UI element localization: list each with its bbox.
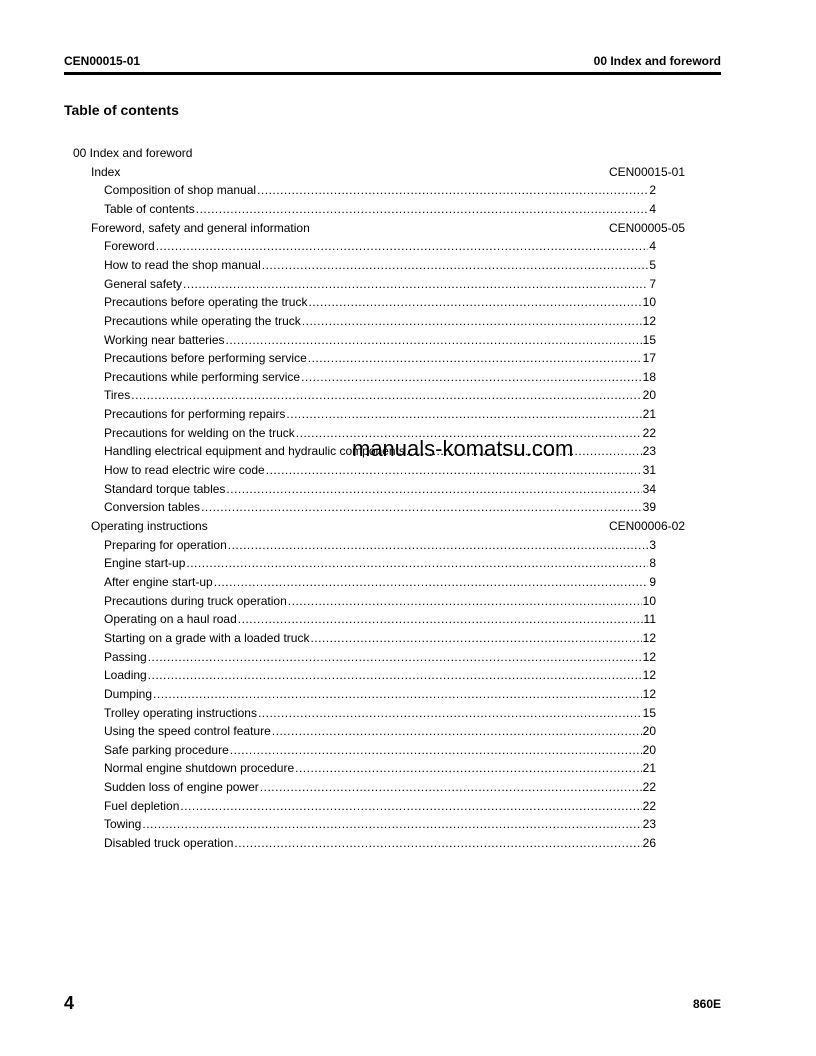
dot-leader	[156, 237, 649, 255]
toc-page-number: 22	[642, 798, 656, 813]
toc-page-number: 20	[642, 742, 656, 757]
toc-page-number: 4	[649, 239, 656, 254]
toc-entry-title: Table of contents	[104, 201, 195, 216]
toc-page-number: 8	[649, 556, 656, 571]
toc-entry-title: Foreword, safety and general information	[91, 220, 310, 235]
toc-entry[interactable]	[104, 293, 656, 311]
dot-leader	[148, 666, 642, 684]
toc-entry[interactable]	[104, 797, 656, 815]
toc-entry-title: Dumping	[104, 686, 153, 701]
dot-leader	[226, 331, 642, 349]
toc-entry-title: Towing	[104, 817, 142, 832]
dot-leader	[262, 256, 649, 274]
toc-entry-title: Precautions before operating the truck	[104, 295, 308, 310]
toc-entry[interactable]	[104, 181, 656, 199]
toc-entry[interactable]	[104, 741, 656, 759]
toc-entry[interactable]	[104, 815, 656, 833]
document-code: CEN00015-01	[64, 54, 141, 68]
toc-page-number: 23	[642, 817, 656, 832]
toc-entry[interactable]	[104, 498, 656, 516]
toc-entry-title: Loading	[104, 668, 147, 683]
dot-leader	[234, 834, 641, 852]
toc-entry-title: After engine start-up	[104, 574, 213, 589]
toc-page-number: 11	[643, 612, 656, 627]
toc-page-number: 34	[642, 481, 656, 496]
spacer	[310, 219, 609, 237]
toc-entry-title: General safety	[104, 276, 183, 291]
toc-page-number: 3	[649, 537, 656, 552]
watermark: manuals-komatsu.com	[352, 436, 574, 461]
toc-entry-title: Operating instructions	[91, 519, 208, 533]
toc-entry[interactable]	[104, 275, 656, 293]
toc-section-code: CEN00006-02	[608, 519, 685, 533]
dot-leader	[310, 629, 641, 647]
toc-page-number: 26	[642, 836, 656, 851]
toc-page-number: 9	[649, 574, 656, 589]
toc-entry-title: Disabled truck operation	[104, 836, 234, 851]
toc-entry-title: Composition of shop manual	[104, 183, 257, 198]
toc-page-number: 12	[642, 649, 656, 664]
dot-leader	[288, 592, 642, 610]
toc-entry-title: How to read electric wire code	[104, 463, 265, 478]
toc-page-number: 2	[649, 183, 656, 198]
toc-page-number: 21	[642, 761, 656, 776]
toc-entry-title: Standard torque tables	[104, 481, 226, 496]
toc-entry-title: Passing	[104, 649, 147, 664]
toc-entry[interactable]	[104, 704, 656, 722]
toc-page-number: 12	[642, 668, 656, 683]
dot-leader	[201, 498, 642, 516]
dot-leader	[214, 573, 649, 591]
toc-entry[interactable]	[104, 331, 656, 349]
toc-entry[interactable]	[104, 237, 656, 255]
toc-page-number: 20	[642, 724, 656, 739]
toc-entry[interactable]	[104, 256, 656, 274]
toc-entry-title: Index	[91, 164, 121, 179]
toc-entry[interactable]	[104, 592, 656, 610]
dot-leader	[257, 181, 648, 199]
toc-entry-title: Foreword	[104, 239, 155, 254]
dot-leader	[238, 610, 643, 628]
page-number: 4	[64, 993, 75, 1013]
dot-leader	[142, 815, 641, 833]
toc-entry-title: Precautions before performing service	[104, 351, 307, 366]
toc-entry-title: Safe parking procedure	[104, 742, 229, 757]
toc-entry-title: Precautions for welding on the truck	[104, 425, 295, 440]
toc-page-number: 7	[649, 276, 656, 291]
toc-entry-title: Operating on a haul road	[104, 612, 237, 627]
toc-page-number: 10	[642, 295, 656, 310]
toc-entry-title: Starting on a grade with a loaded truck	[104, 630, 310, 645]
toc-page-number: 12	[642, 686, 656, 701]
toc-entry-title: Using the speed control feature	[104, 724, 271, 739]
toc-page-number: 4	[649, 201, 656, 216]
dot-leader	[196, 200, 649, 218]
toc-entry[interactable]	[104, 759, 656, 777]
toc-entry-title: Trolley operating instructions	[104, 705, 257, 720]
toc-entry[interactable]	[104, 648, 656, 666]
toc-page-number: 23	[642, 444, 656, 459]
toc-entry-title: Working near batteries	[104, 332, 225, 347]
toc-entry[interactable]	[104, 200, 656, 218]
toc-entry[interactable]	[104, 480, 656, 498]
toc-entry-title: Normal engine shutdown procedure	[104, 761, 295, 776]
dot-leader	[308, 293, 641, 311]
toc-entry[interactable]	[104, 834, 656, 852]
toc-page-number: 18	[642, 369, 656, 384]
toc-entry[interactable]	[104, 722, 656, 740]
toc-entry-title: Handling electrical equipment and hydraulic components	[104, 444, 405, 459]
toc-entry-title: Conversion tables	[104, 500, 201, 515]
dot-leader	[228, 536, 649, 554]
dot-leader	[302, 312, 642, 330]
toc-page-number: 21	[642, 407, 656, 422]
toc-entry[interactable]	[104, 629, 656, 647]
toc-entry[interactable]	[104, 685, 656, 703]
toc-page-number: 39	[642, 500, 656, 515]
dot-leader	[131, 386, 641, 404]
toc-entry[interactable]	[104, 312, 656, 330]
toc-section-code: CEN00005-05	[608, 220, 685, 235]
dot-leader	[308, 349, 642, 367]
header-rule	[64, 72, 721, 75]
section-title: 00 Index and foreword	[593, 54, 721, 68]
toc-entry[interactable]	[104, 386, 656, 404]
spacer	[120, 163, 609, 181]
toc-entry-title: Engine start-up	[104, 556, 186, 571]
toc-section[interactable]	[91, 517, 685, 535]
toc-entry-title: Precautions for performing repairs	[104, 407, 286, 422]
toc-page-number: 12	[642, 630, 656, 645]
toc-entry[interactable]	[104, 573, 656, 591]
dot-leader	[186, 554, 648, 572]
toc-page-number: 17	[642, 351, 656, 366]
dot-leader	[258, 704, 642, 722]
toc-page-number: 12	[642, 313, 656, 328]
model-label: 860E	[692, 997, 721, 1011]
toc-entry[interactable]	[104, 405, 656, 423]
toc-section[interactable]	[91, 163, 685, 181]
toc-entry-title: Precautions while performing service	[104, 369, 301, 384]
toc-section[interactable]	[91, 219, 685, 237]
dot-leader	[295, 759, 642, 777]
toc-entry[interactable]	[104, 349, 656, 367]
toc-entry[interactable]	[104, 610, 656, 628]
dot-leader	[230, 741, 642, 759]
dot-leader	[153, 685, 642, 703]
toc-entry[interactable]	[104, 461, 656, 479]
dot-leader	[226, 480, 641, 498]
toc-entry-title: How to read the shop manual	[104, 257, 261, 272]
toc-entry-title: Precautions while operating the truck	[104, 313, 301, 328]
toc-entry-title: 00 Index and foreword	[73, 146, 193, 160]
dot-leader	[260, 778, 642, 796]
toc-entry-title: Fuel depletion	[104, 798, 180, 813]
toc-page-number: 22	[642, 780, 656, 795]
dot-leader	[286, 405, 641, 423]
dot-leader	[183, 275, 648, 293]
toc-entry[interactable]	[104, 368, 656, 386]
page-title: Table of contents	[64, 102, 179, 118]
toc-entry-title: Tires	[104, 388, 131, 403]
toc-entry[interactable]	[104, 666, 656, 684]
toc-page-number: 22	[642, 425, 656, 440]
toc-entry[interactable]	[104, 778, 656, 796]
dot-leader	[180, 797, 641, 815]
toc-page-number: 15	[642, 332, 656, 347]
toc-page-number: 15	[642, 705, 656, 720]
toc-entry[interactable]	[104, 536, 656, 554]
toc-entry-title: Precautions during truck operation	[104, 593, 287, 608]
dot-leader	[266, 461, 642, 479]
spacer	[208, 517, 609, 535]
toc-chapter[interactable]	[73, 144, 192, 162]
toc-page-number: 20	[642, 388, 656, 403]
toc-section-code: CEN00015-01	[608, 164, 685, 179]
toc-entry-title: Preparing for operation	[104, 537, 227, 552]
toc-page-number: 5	[649, 257, 656, 272]
dot-leader	[148, 648, 642, 666]
toc-entry-title: Sudden loss of engine power	[104, 780, 259, 795]
dot-leader	[272, 722, 642, 740]
dot-leader	[301, 368, 642, 386]
toc-page-number: 31	[642, 463, 656, 478]
toc-entry[interactable]	[104, 554, 656, 572]
toc-page-number: 10	[642, 593, 656, 608]
